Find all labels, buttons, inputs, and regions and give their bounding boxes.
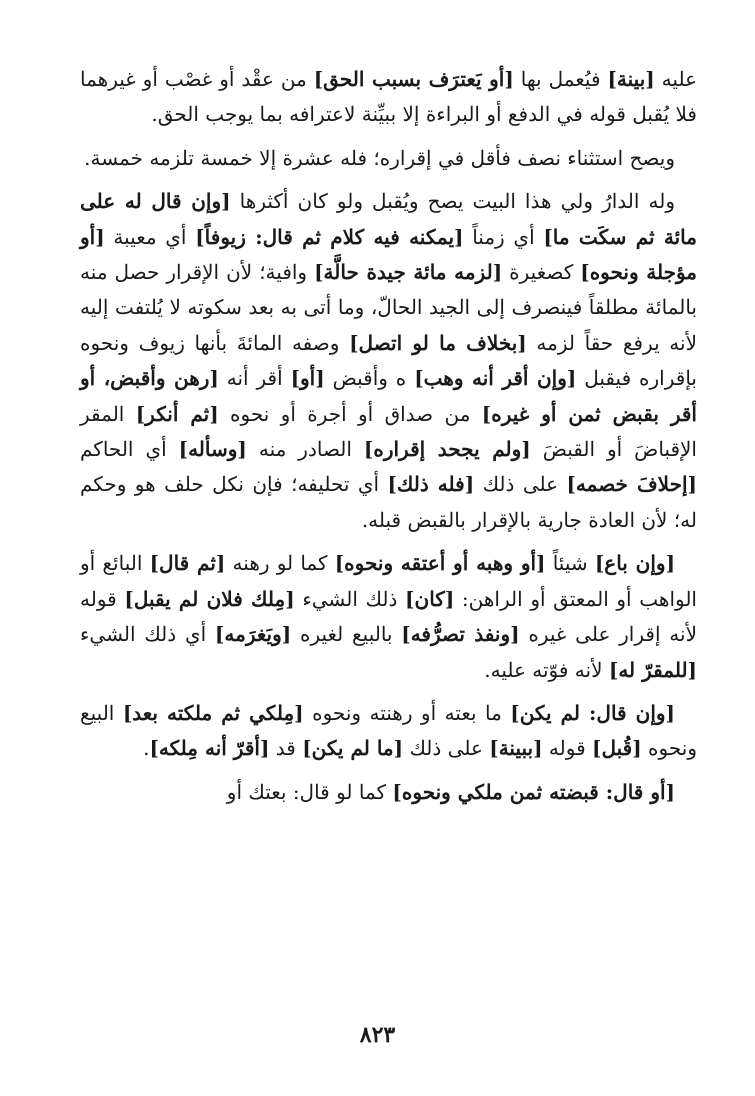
commentary-text: شيئاً (545, 551, 595, 576)
matn-text: [وإن أقر أنه وهب] (414, 366, 577, 391)
paragraph (80, 62, 697, 133)
commentary-text: قد (269, 736, 303, 761)
commentary-text: قوله لأنه إقرار على غيره (80, 586, 697, 647)
commentary-text: كما لو رهنه (225, 551, 335, 576)
commentary-text: كصغيرة (502, 260, 581, 285)
matn-text: [أو يَعترَف بسبب الحق] (313, 67, 514, 91)
paragraph (80, 696, 697, 767)
page-number: ٨٢٣ (359, 1022, 396, 1048)
body-text (80, 62, 697, 810)
matn-text: [قُبل] (592, 736, 642, 761)
matn-text: [وإن قال: لم يكن] (510, 700, 676, 725)
matn-text: [وإن قال له على مائة ثم سكَت ما] (80, 189, 697, 249)
commentary-text: المقر الإقباضَ أو القبضَ (80, 401, 697, 462)
commentary-text: وله الدارُ ولي هذا البيت يصح ويُقبل ولو كان أكثرها (230, 189, 675, 214)
matn-text: [ولم يجحد إقراره] (363, 437, 531, 462)
commentary-text: ه وأقبض (324, 366, 415, 391)
commentary-text: أي ذلك الشيء (80, 622, 215, 647)
commentary-text: ويصح استثناء نصف فأقل في إقراره؛ فله عشرة إلا خمسة تلزمه خمسة. (84, 145, 675, 170)
matn-text: [للمقرّ له] (608, 657, 697, 682)
matn-text: [مِلكي ثم ملكته بعد] (122, 700, 304, 725)
paragraph (80, 141, 697, 176)
matn-text: [بينة] (607, 67, 655, 91)
commentary-text: وافية؛ لأن الإقرار حصل منه بالمائة مطلقاً فينصرف إلى الجيد الحالّ، وما أتى به بعد سكوته لا يُلتفت إليه لأنه يرفع حقاً لزمه (80, 260, 697, 355)
matn-text: [لزمه مائة جيدة حالَّة] (314, 260, 503, 285)
commentary-text: أي زمناً (463, 224, 544, 249)
matn-text: [ثم قال] (149, 551, 226, 576)
matn-text: [بخلاف ما لو اتصل] (349, 330, 527, 355)
commentary-text: على ذلك (403, 736, 490, 761)
commentary-text: أي تحليفه؛ فإن نكل حلف هو وحكم له؛ لأن العادة جارية بالإقرار بالقبض قبله. (80, 472, 697, 532)
matn-text: [فله ذلك] (387, 472, 475, 497)
commentary-text: الصادر منه (246, 437, 364, 462)
commentary-text: ما بعته أو رهنته ونحوه (303, 700, 511, 725)
paragraph (80, 546, 697, 688)
commentary-text: البائع أو الواهب أو المعتق أو الراهن: (80, 551, 697, 611)
commentary-text: من عقْد أو غصْب أو غيرهما فلا يُقبل قوله في الدفع أو البراءة إلا ببيِّنة لاعترافه بما يوجب الحق. (80, 67, 697, 127)
matn-text: [ونفذ تصرُّفه] (401, 622, 520, 647)
matn-text: [كان] (405, 586, 455, 611)
commentary-text: فيُعمل بها (513, 67, 608, 91)
commentary-text: أي الحاكم (80, 437, 179, 462)
matn-text: [ثم أنكر] (135, 401, 219, 426)
commentary-text: على ذلك (474, 472, 567, 497)
matn-text: [رهن وأقبض، أو أقر بقبض ثمن أو غيره] (80, 366, 697, 426)
commentary-text: أي معيبة (104, 224, 196, 249)
matn-text: [أقرّ أنه مِلكه] (149, 736, 270, 761)
matn-text: [وسأله] (178, 437, 247, 462)
commentary-text: بالبيع لغيره (291, 622, 402, 647)
matn-text: [ويَغرَمه] (214, 622, 292, 647)
commentary-text: عليه (654, 67, 697, 91)
matn-text: [إحلافَ خصمه] (566, 472, 697, 497)
paragraph (80, 775, 697, 810)
matn-text: [ما لم يكن] (302, 736, 404, 761)
commentary-text: البيع ونحوه (80, 700, 697, 761)
matn-text: [يمكنه فيه كلام ثم قال: زيوفاً] (195, 224, 464, 249)
commentary-text: وصفه المائةَ بأنها زيوف ونحوه بإقراره فيقبل (80, 330, 697, 391)
commentary-text: لأنه فوّته عليه. (484, 657, 609, 682)
matn-text: [وإن باع] (594, 551, 676, 576)
matn-text: [أو وهبه أو أعتقه ونحوه] (334, 551, 546, 576)
commentary-text: قوله (542, 736, 593, 761)
matn-text: [أو قال: قبضته ثمن ملكي ونحوه] (392, 779, 675, 804)
commentary-text: من صداق أو أجرة أو نحوه (218, 401, 482, 426)
commentary-text: . (143, 736, 150, 761)
matn-text: [مِلك فلان لم يقبل] (124, 586, 295, 611)
commentary-text: كما لو قال: بعتك أو (226, 779, 393, 804)
matn-text: [أو] (290, 366, 325, 391)
matn-text: [ببينة] (489, 736, 543, 761)
paragraph (80, 184, 697, 538)
commentary-text: أقر أنه (218, 366, 291, 391)
matn-text: [أو مؤجلة ونحوه] (80, 224, 698, 285)
commentary-text: ذلك الشيء (294, 586, 406, 611)
